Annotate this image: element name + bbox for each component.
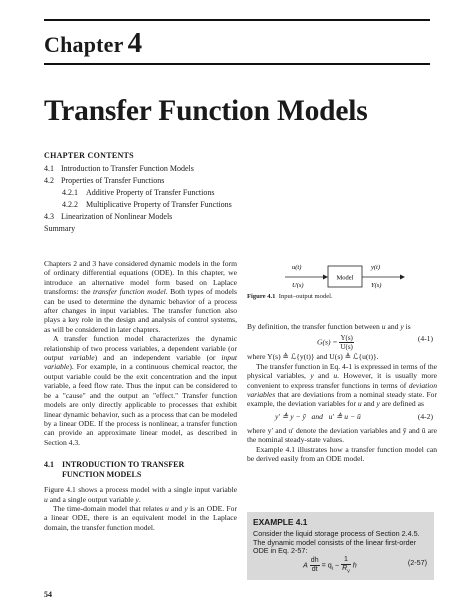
chapter-word: Chapter bbox=[44, 32, 124, 57]
paragraph: The time-domain model that relates u and y is an ODE. For a linear ODE, there is an equivalent model in the Laplace domain, the transfer function model. bbox=[44, 503, 237, 532]
output-laplace-label: Y(s) bbox=[371, 282, 382, 289]
chapter-rule bbox=[44, 63, 430, 65]
output-time-label: y(t) bbox=[371, 264, 381, 271]
section-heading: 4.1 INTRODUCTION TO TRANSFER FUNCTION MODELS bbox=[44, 460, 185, 480]
chapter-title: Transfer Function Models bbox=[44, 95, 368, 127]
input-time-label: u(t) bbox=[292, 264, 302, 271]
intro-paragraph: Chapters 2 and 3 have considered dynamic models in the form of ordinary differential equations (ODE). In this chapter, we introduce an alternative model form based on Laplace transforms: the transfer function model. Both types of models can be used to determine the dynamic behavior of a process after changes in input variables. The transfer function also plays a key role in the design and analysis of control systems, as will be considered in later chapters. bbox=[44, 259, 237, 334]
paragraph: Example 4.1 illustrates how a transfer function model can be derived easily from an ODE model. bbox=[247, 444, 437, 464]
figure-caption: Figure 4.1 Input–output model. bbox=[247, 293, 333, 300]
paragraph: By definition, the transfer function between u and y is bbox=[247, 322, 411, 331]
page-number: 54 bbox=[44, 590, 52, 599]
toc-entry: 4.2.1 Additive Property of Transfer Functions bbox=[62, 188, 215, 197]
example-text: Consider the liquid storage process of Section 2.4.5. The dynamic model consists of the linear first-order ODE in Eq. 2-57: bbox=[253, 529, 420, 556]
paragraph: The transfer function in Eq. 4-1 is expressed in terms of the physical variables, y and u. However, it is usually more convenient to express transfer functions in terms of deviation variables that are deviations from a nominal steady state. For example, the deviation variables for u and y are defined as bbox=[247, 361, 438, 409]
contents-heading: CHAPTER CONTENTS bbox=[44, 151, 134, 160]
input-arrowhead bbox=[323, 275, 328, 280]
equation-4-2: y′ ≜ y − ȳ and u′ ≜ u − ū (4-2) bbox=[275, 411, 433, 421]
equation-2-57: A $\frac{dh}{dt}$ = $q_i$ − $\frac{1}{R_v}$ h (2-57) bbox=[303, 556, 427, 575]
example-title: EXAMPLE 4.1 bbox=[253, 517, 308, 527]
paragraph: A transfer function model characterizes the dynamic relationship of two process variables, a dependent variable (or output variable) and an independent variable (or input variable). For example, in a continuous chemical reactor, the output variable could be the exit concentration and the input variable, a feed flow rate. Thus the input can be considered to be a "cause" and the output an "effect." Transfer function models are only directly applicable to processes that exhibit linear dynamic behavior, such as a process that can be modeled by a linear ODE. If the process is nonlinear, a transfer function can provide an approximate linear model, as described in Section 4.3. bbox=[44, 334, 237, 447]
toc-entry: Summary bbox=[44, 224, 76, 233]
chapter-number: 4 bbox=[127, 27, 143, 59]
paragraph: where Y(s) ≜ ℒ{y(t)} and U(s) ≜ ℒ{u(t)}. bbox=[247, 352, 379, 362]
toc-entry: 4.3 Linearization of Nonlinear Models bbox=[44, 212, 173, 221]
top-rule bbox=[44, 19, 430, 21]
chapter-label bbox=[44, 27, 142, 60]
paragraph: Figure 4.1 shows a process model with a single input variable u and a single output variable y. bbox=[44, 485, 237, 504]
paragraph: where y′ and u′ denote the deviation variables and ȳ and ū are the nominal steady-state values. bbox=[247, 425, 437, 445]
toc-entry: 4.2 Properties of Transfer Functions bbox=[44, 176, 165, 185]
toc-entry: 4.2.2 Multiplicative Property of Transfer Functions bbox=[62, 200, 232, 209]
input-output-diagram bbox=[247, 258, 437, 292]
right-column bbox=[247, 322, 437, 463]
equation-4-1: G(s) = $\frac{Y(s)}{U(s)}$ (4-1) bbox=[317, 334, 433, 352]
left-column bbox=[44, 259, 237, 532]
toc-entry: 4.1 Introduction to Transfer Function Models bbox=[44, 164, 194, 173]
chapter-contents bbox=[44, 150, 344, 235]
output-arrowhead bbox=[400, 275, 405, 280]
input-laplace-label: U(s) bbox=[292, 282, 304, 289]
model-label: Model bbox=[336, 274, 354, 282]
